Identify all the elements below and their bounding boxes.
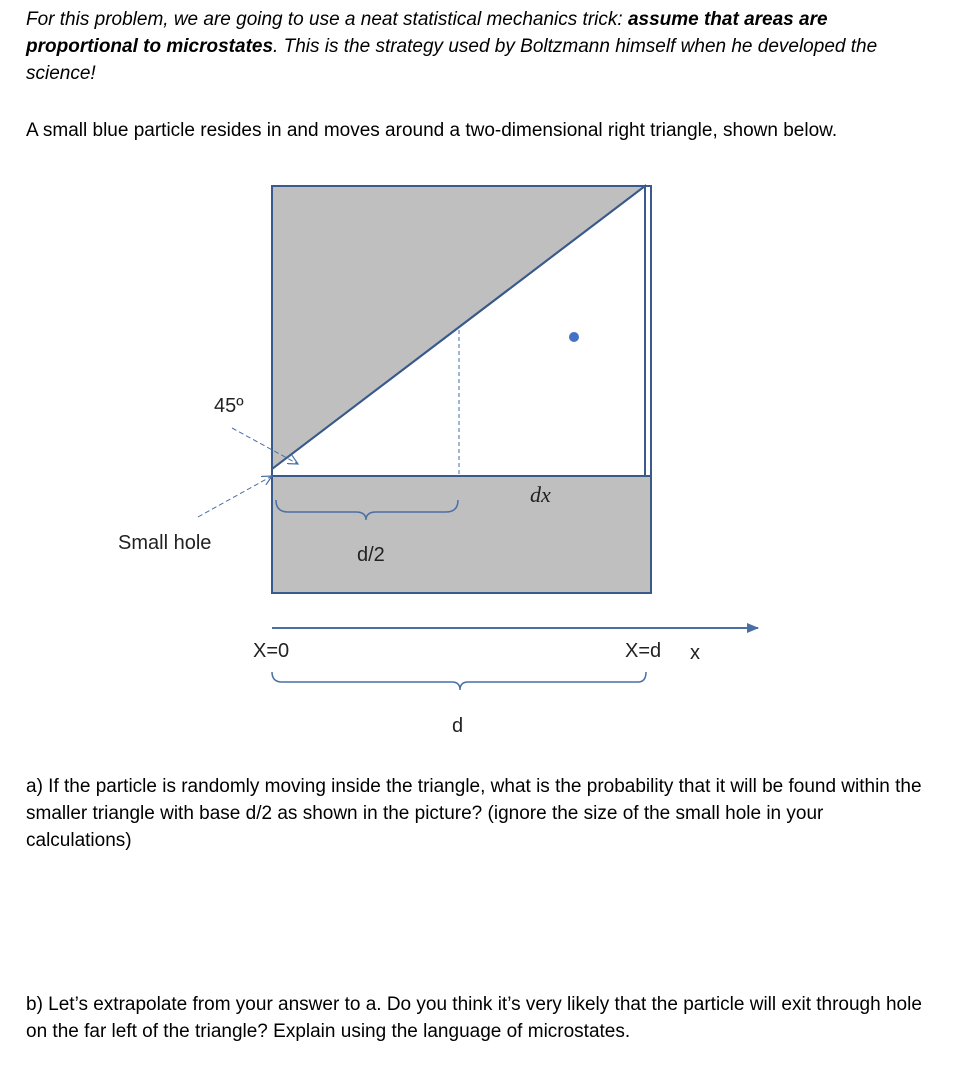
half-base-label: d/2 bbox=[357, 544, 385, 566]
xd-label: X=d bbox=[625, 640, 662, 662]
x-axis-label: x bbox=[690, 642, 700, 664]
dx-label: dx bbox=[530, 482, 551, 507]
hole-pointer-arrow bbox=[198, 476, 272, 517]
angle-label: 45º bbox=[214, 395, 244, 417]
x0-label: X=0 bbox=[253, 640, 290, 662]
hole-label: Small hole bbox=[118, 532, 212, 554]
bottom-gray-rect bbox=[272, 476, 651, 593]
question-a: a) If the particle is randomly moving inside the triangle, what is the probability that it will be found within the smaller triangle with base d/2 as shown in the picture? (ignore the size of the small hole in your calculations) bbox=[26, 776, 922, 851]
intro-text-1: For this problem, we are going to use a neat statistical mechanics trick: bbox=[26, 9, 628, 30]
full-base-label: d bbox=[452, 715, 464, 737]
intro-text-2: . This is the strategy used by Boltzmann himself when he developed the science! bbox=[26, 36, 878, 84]
intro-bold-text: assume that areas are proportional to microstates bbox=[26, 9, 828, 57]
question-b: b) Let’s extrapolate from your answer to a. Do you think it’s very likely that the particle will exit through hole on the far left of the triangle? Explain using the language of microstates. bbox=[26, 994, 922, 1042]
full-base-brace bbox=[272, 672, 646, 690]
blue-particle bbox=[569, 332, 579, 342]
setup-paragraph: A small blue particle resides in and moves around a two-dimensional right triangle, shown below. bbox=[26, 120, 838, 141]
